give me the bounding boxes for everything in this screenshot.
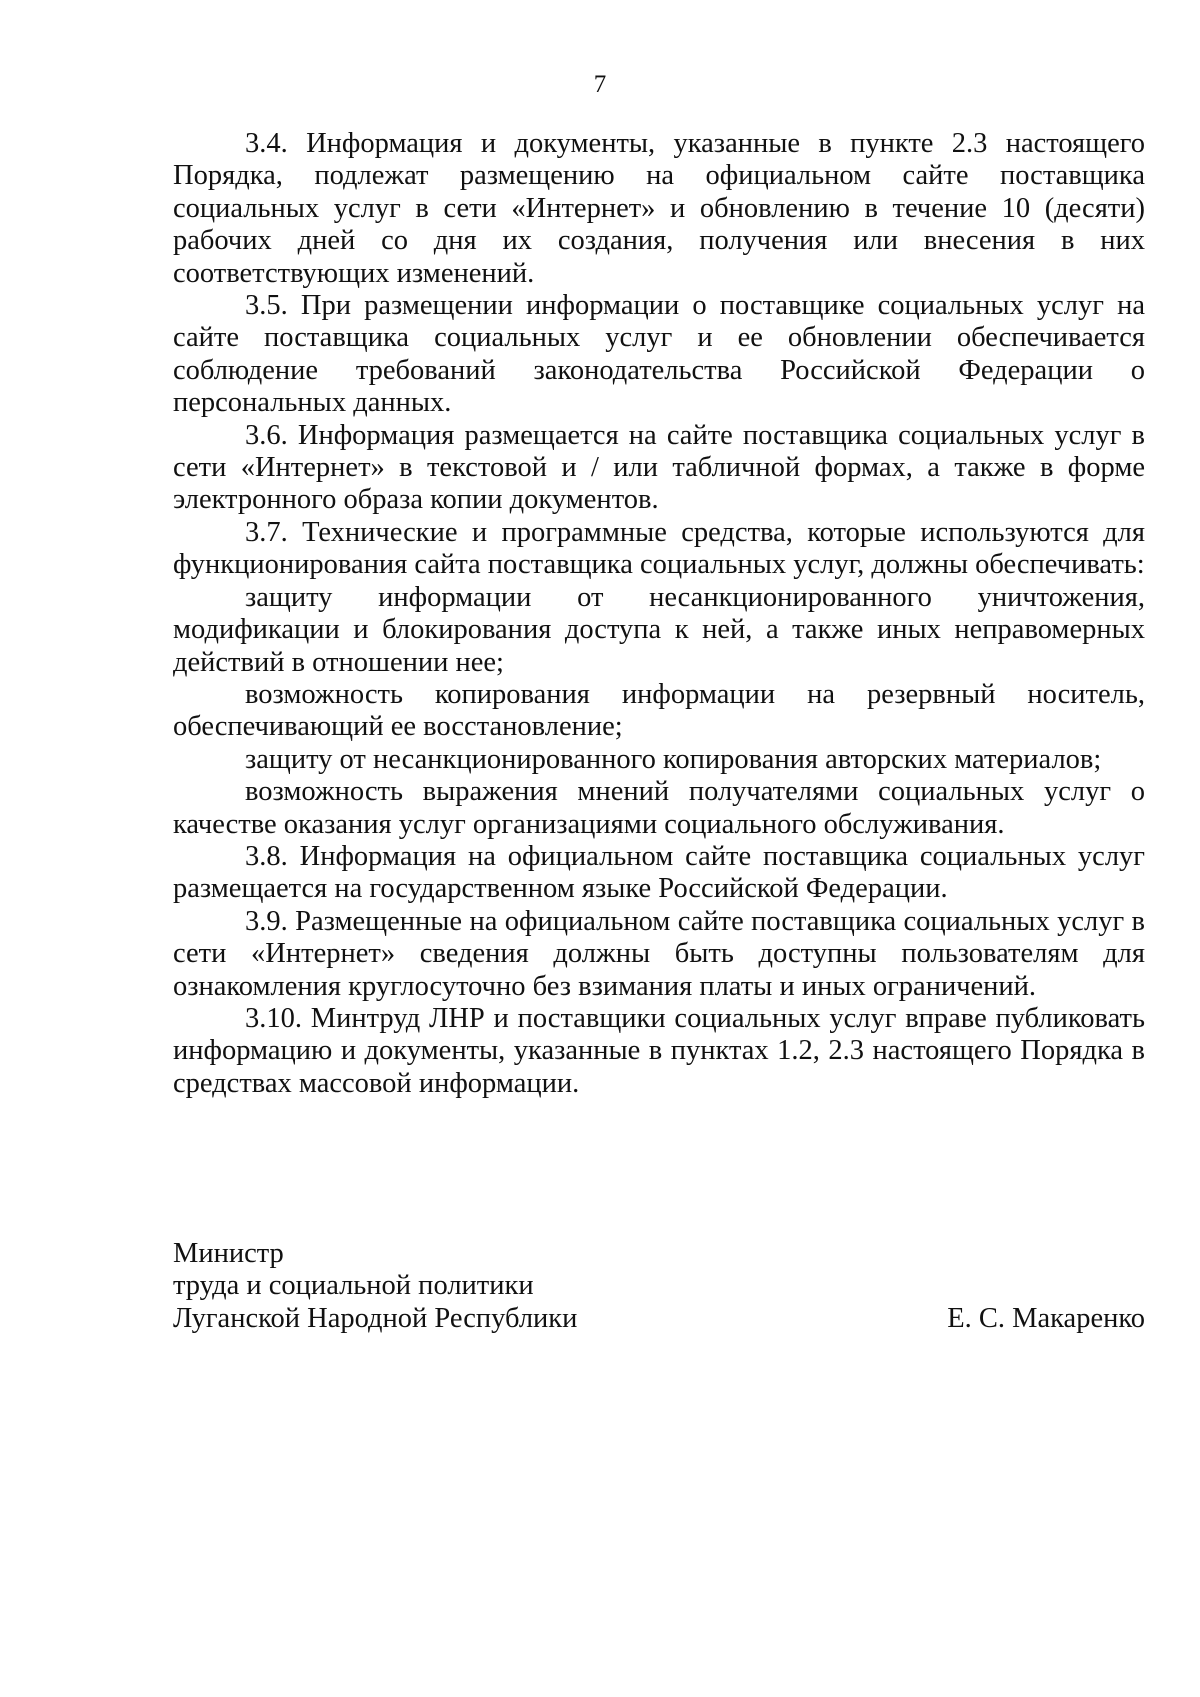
paragraph-3-10: 3.10. Минтруд ЛНР и поставщики социальных услуг вправе публиковать информацию и документы, указанные в пунктах 1.2, 2.3 настоящего Порядка в средствах массовой информации. xyxy=(173,1002,1145,1099)
signature-title-line-3-row xyxy=(173,1303,1145,1335)
document-body xyxy=(173,128,1145,1100)
signature-title-line-2: труда и социальной политики xyxy=(173,1270,534,1302)
paragraph-3-9: 3.9. Размещенные на официальном сайте поставщика социальных услуг в сети «Интернет» сведения должны быть доступны пользователям для ознакомления круглосуточно без взимания платы и иных ограничений. xyxy=(173,905,1145,1002)
paragraph-3-8: 3.8. Информация на официальном сайте поставщика социальных услуг размещается на государственном языке Российской Федерации. xyxy=(173,840,1145,905)
paragraph-3-5: 3.5. При размещении информации о поставщике социальных услуг на сайте поставщика социальных услуг и ее обновлении обеспечивается соблюдение требований законодательства Российской Федерации о персональных данных. xyxy=(173,290,1145,419)
signature-title-line-3: Луганской Народной Республики xyxy=(173,1302,578,1334)
paragraph-3-6: 3.6. Информация размещается на сайте поставщика социальных услуг в сети «Интернет» в текстовой и / или табличной формах, а также в форме электронного образа копии документов. xyxy=(173,419,1145,516)
list-item-feedback: возможность выражения мнений получателями социальных услуг о качестве оказания услуг организациями социального обслуживания. xyxy=(173,776,1145,840)
signature-block xyxy=(173,1238,1145,1335)
paragraph-3-4: 3.4. Информация и документы, указанные в пункте 2.3 настоящего Порядка, подлежат размещению на официальном сайте поставщика социальных услуг в сети «Интернет» и обновлению в течение 10 (десяти) рабочих дней со дня их создания, получения или внесения в них соответствующих изменений. xyxy=(173,128,1145,289)
list-item-protection: защиту информации от несанкционированного уничтожения, модификации и блокирования доступа к ней, а также иных неправомерных действий в отношении нее; xyxy=(173,581,1145,678)
list-item-copy-protection: защиту от несанкционированного копирования авторских материалов; xyxy=(245,743,1102,775)
paragraph-3-7: 3.7. Технические и программные средства, которые используются для функционирования сайта поставщика социальных услуг, должны обеспечивать: xyxy=(173,516,1145,581)
signatory-name: Е. С. Макаренко xyxy=(947,1302,1145,1334)
list-item-backup: возможность копирования информации на резервный носитель, обеспечивающий ее восстановление; xyxy=(173,678,1145,743)
page-number: 7 xyxy=(593,71,607,98)
signature-title-line-1: Министр xyxy=(173,1238,284,1269)
